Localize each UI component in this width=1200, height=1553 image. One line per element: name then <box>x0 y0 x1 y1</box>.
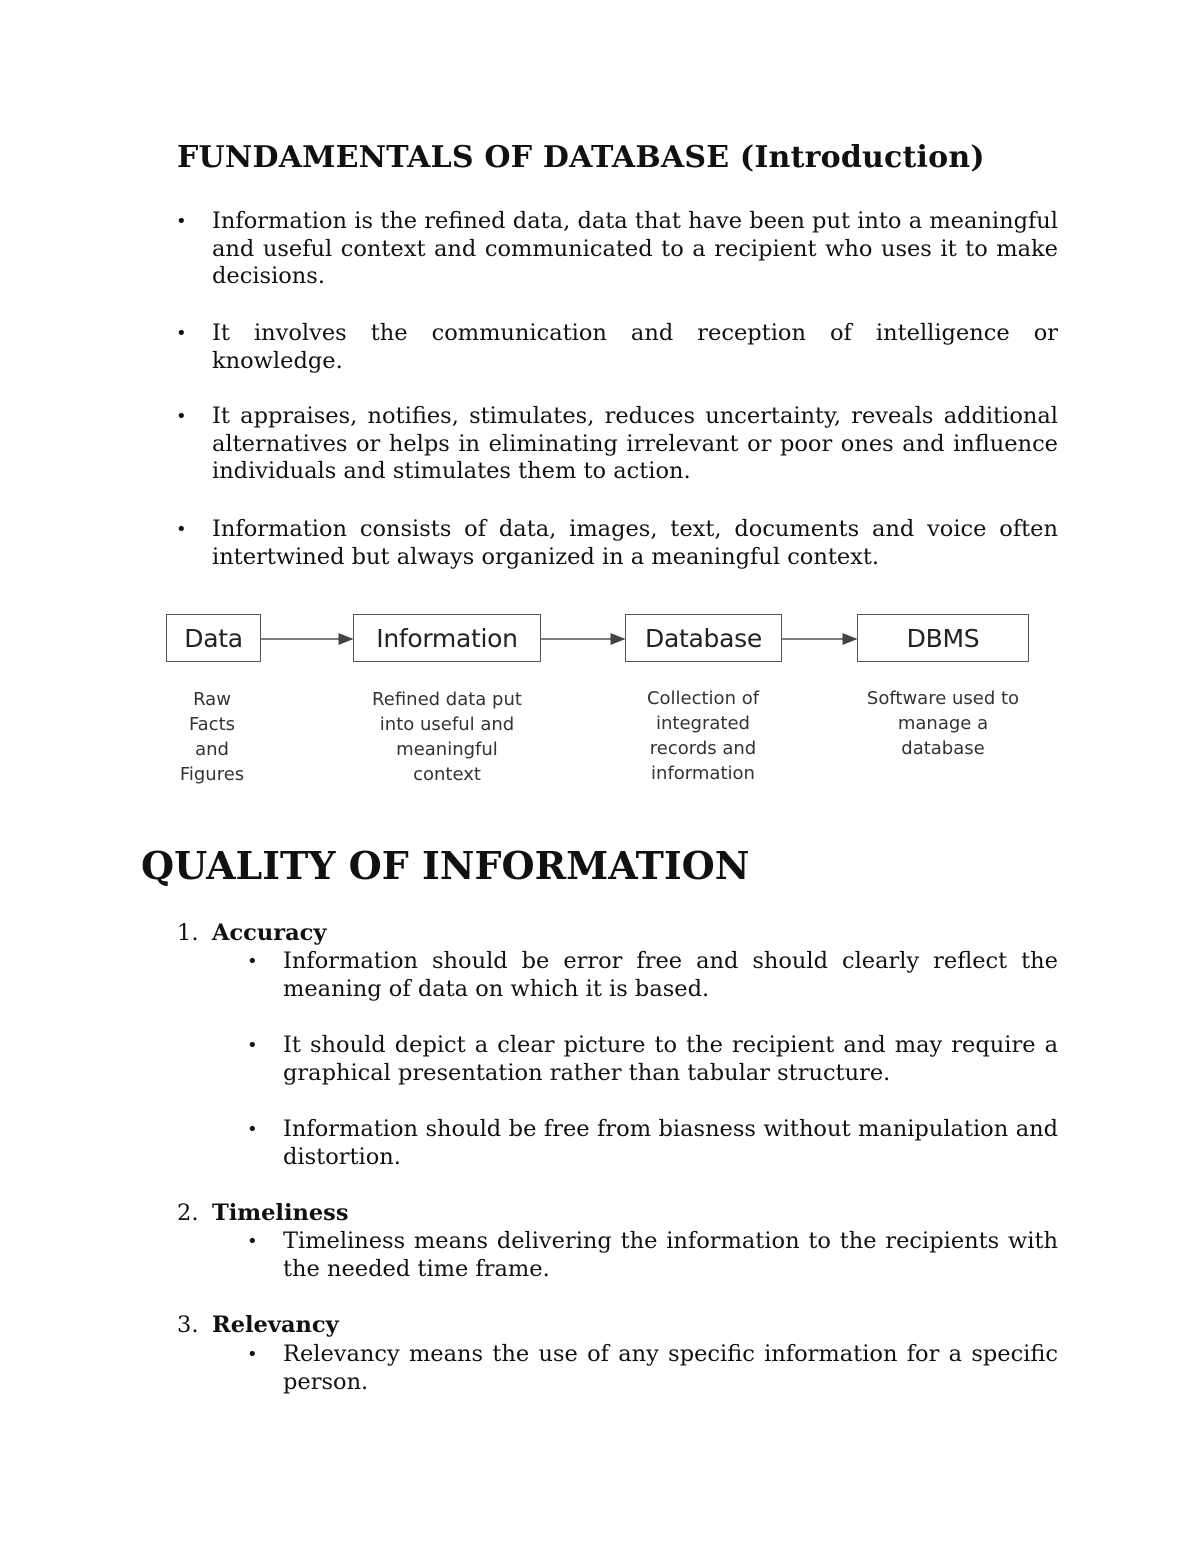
node-information: Information <box>353 614 541 662</box>
bullet-text: Timeliness means delivering the information to the recipients with the needed time frame. <box>283 1228 1058 1282</box>
list-item <box>212 403 1058 486</box>
list-item <box>212 320 1058 375</box>
bullet-icon <box>247 1032 258 1060</box>
item-number: 1. <box>177 920 199 946</box>
numbered-heading <box>177 1200 349 1228</box>
list-item <box>283 1341 1058 1396</box>
item-label: Timeliness <box>212 1200 349 1226</box>
sub-bullet-list <box>283 1228 1058 1283</box>
bullet-icon <box>176 403 187 431</box>
page-title: FUNDAMENTALS OF DATABASE (Introduction) <box>177 140 985 175</box>
data-flow-diagram <box>0 600 1200 800</box>
bullet-icon <box>247 948 258 976</box>
item-label: Relevancy <box>212 1312 339 1338</box>
numbered-heading <box>177 920 326 948</box>
item-label: Accuracy <box>212 920 327 946</box>
bullet-icon <box>176 208 187 236</box>
sub-bullet-list <box>283 1032 1058 1087</box>
bullet-icon <box>247 1341 258 1369</box>
bullet-text: Information is the refined data, data that have been put into a meaningful and useful context and communicated to a recipient who uses it to make decisions. <box>212 208 1058 289</box>
caption-dbms: Software used to manage a database <box>866 688 1020 759</box>
node-data: Data <box>166 614 261 662</box>
sub-bullet-list <box>283 1341 1058 1396</box>
bullet-icon <box>176 320 187 348</box>
intro-bullet-list <box>212 208 1058 291</box>
node-dbms: DBMS <box>857 614 1029 662</box>
caption-database: Collection of integrated records and information <box>646 688 760 784</box>
bullet-icon <box>176 516 187 544</box>
caption-information: Refined data put into useful and meaningful context <box>372 689 522 785</box>
bullet-icon <box>247 1116 258 1144</box>
intro-bullet-list <box>212 320 1058 375</box>
list-item <box>283 1116 1058 1171</box>
sub-bullet-list <box>283 948 1058 1003</box>
list-item <box>212 516 1058 571</box>
node-database: Database <box>625 614 782 662</box>
item-number: 3. <box>177 1312 199 1338</box>
bullet-text: It appraises, notifies, stimulates, reduces uncertainty, reveals additional alternatives or helps in eliminating irrelevant or poor ones and influence individuals and stimulates them to action. <box>212 403 1058 484</box>
item-number: 2. <box>177 1200 199 1226</box>
bullet-text: Information should be free from biasness without manipulation and distortion. <box>283 1116 1058 1170</box>
bullet-text: Relevancy means the use of any specific information for a specific person. <box>283 1341 1058 1395</box>
intro-bullet-list <box>212 403 1058 486</box>
sub-bullet-list <box>283 1116 1058 1171</box>
section-title: QUALITY OF INFORMATION <box>141 843 750 888</box>
bullet-text: It involves the communication and reception of intelligence or knowledge. <box>212 320 1058 374</box>
intro-bullet-list <box>212 516 1058 571</box>
numbered-heading <box>177 1312 339 1340</box>
bullet-text: Information consists of data, images, text, documents and voice often intertwined but always organized in a meaningful context. <box>212 516 1058 570</box>
list-item <box>283 948 1058 1003</box>
list-item <box>283 1228 1058 1283</box>
bullet-text: It should depict a clear picture to the recipient and may require a graphical presentation rather than tabular structure. <box>283 1032 1058 1086</box>
bullet-icon <box>247 1228 258 1256</box>
bullet-text: Information should be error free and should clearly reflect the meaning of data on which it is based. <box>283 948 1058 1002</box>
list-item <box>212 208 1058 291</box>
list-item <box>283 1032 1058 1087</box>
caption-data: Raw Facts and Figures <box>179 689 245 785</box>
